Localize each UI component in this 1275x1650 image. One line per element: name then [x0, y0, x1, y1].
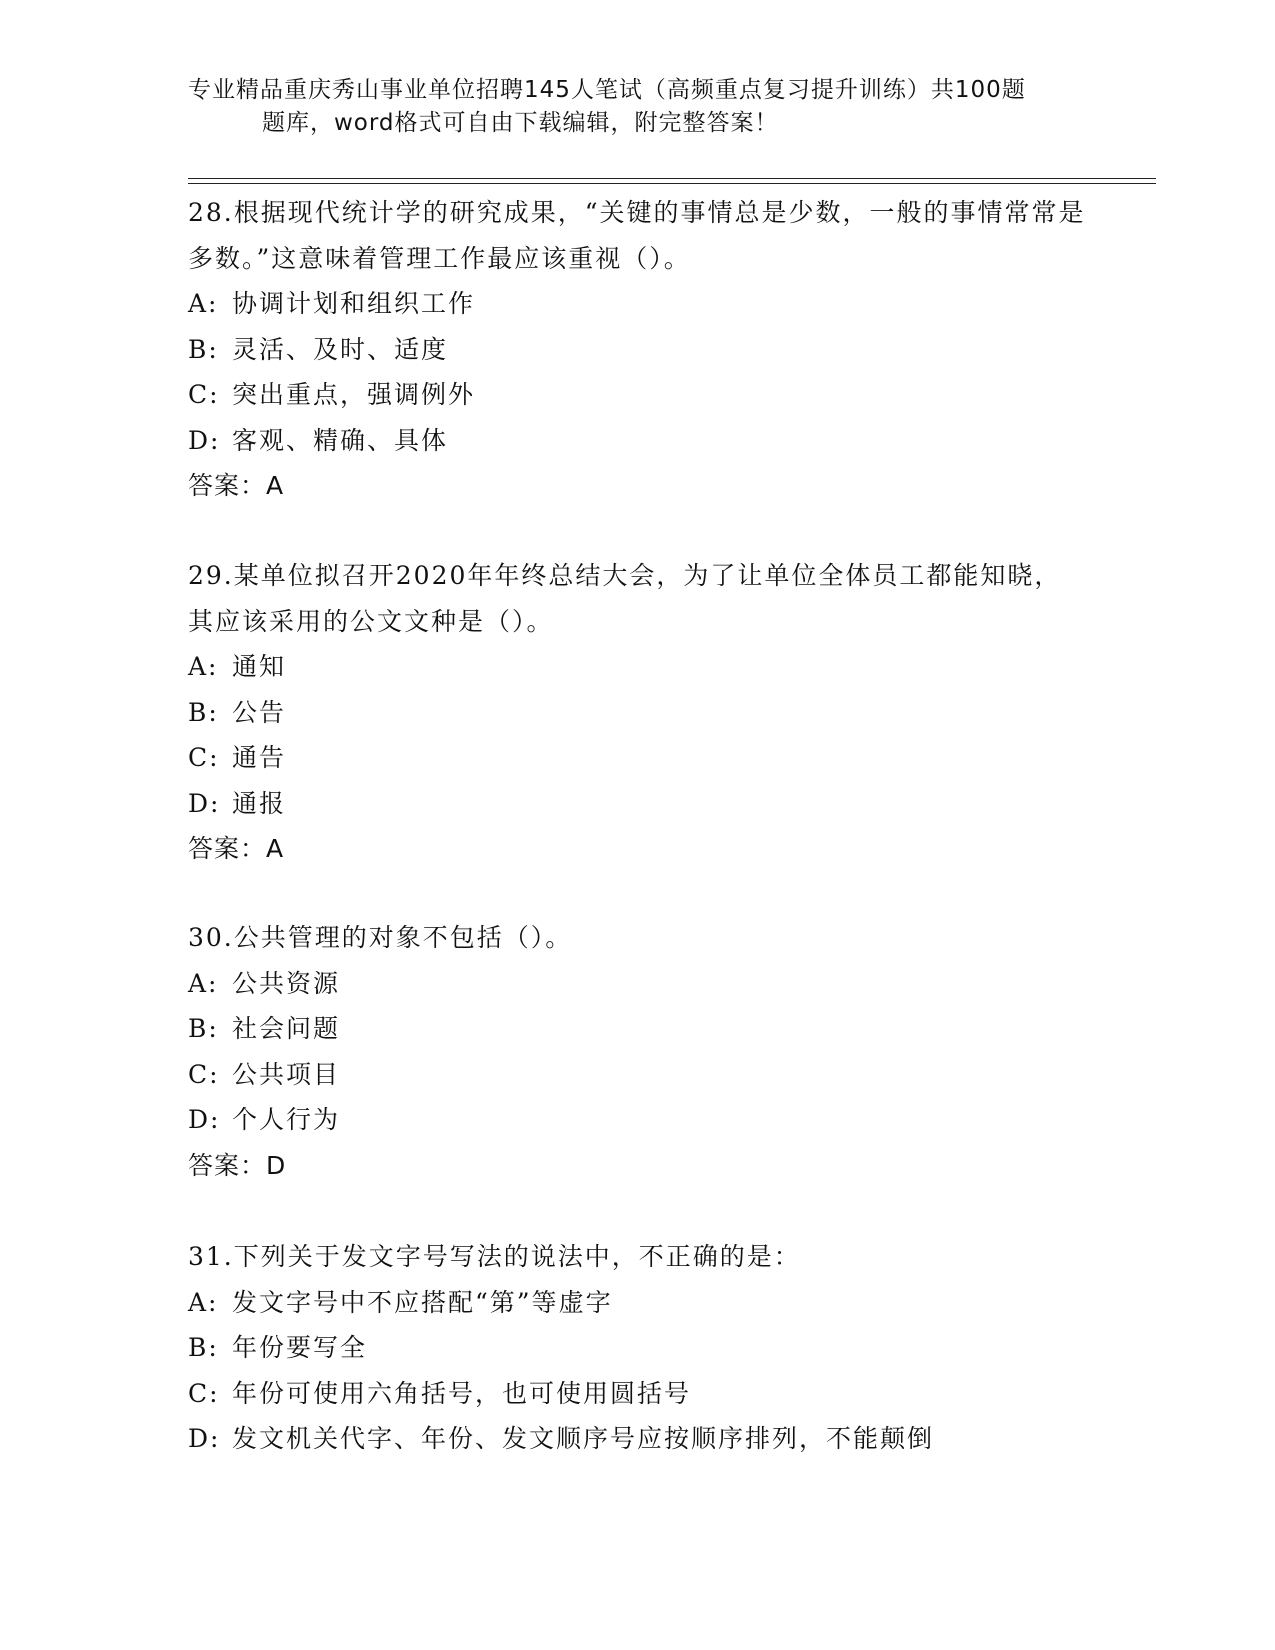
option-letter: D: [188, 1105, 221, 1134]
option-d [188, 781, 1088, 827]
option-text: 协调计划和组织工作 [232, 289, 476, 318]
option-letter: A: [188, 968, 219, 998]
option-text: 年份要写全 [232, 1333, 368, 1362]
answer-label: 答案：A [188, 471, 285, 500]
header-line-2: 题库，word格式可自由下载编辑，附完整答案！ [262, 110, 779, 136]
option-text: 灵活、及时、适度 [232, 334, 449, 364]
option-text: 通告 [232, 743, 287, 772]
option-letter: C: [188, 1059, 220, 1089]
option-letter: C: [188, 1378, 220, 1408]
option-a [188, 281, 1088, 327]
option-letter: B: [188, 697, 219, 727]
option-letter: A: [188, 652, 219, 681]
option-text: 通知 [232, 652, 287, 681]
answer-label: 答案：D [188, 1150, 287, 1180]
answer-label: 答案：A [188, 834, 285, 863]
option-letter: B: [188, 334, 219, 364]
option-letter: D: [188, 1424, 221, 1453]
option-text: 公共项目 [232, 1059, 341, 1089]
option-c [188, 1371, 1088, 1417]
option-a [188, 961, 1088, 1007]
option-d [188, 1097, 1088, 1143]
option-text: 发文字号中不应搭配“第”等虚字 [232, 1287, 613, 1317]
option-b [188, 327, 1088, 373]
question-stem: 29.某单位拟召开2020年年终总结大会，为了让单位全体员工都能知晓，其应该采用的公文文种是（）。 [188, 561, 1062, 636]
option-b [188, 1325, 1088, 1371]
header-line-1: 专业精品重庆秀山事业单位招聘145人笔试（高频重点复习提升训练）共100题 [188, 77, 1026, 103]
option-text: 发文机关代字、年份、发文顺序号应按顺序排列，不能颠倒 [232, 1424, 935, 1453]
option-d [188, 1416, 1088, 1462]
option-text: 个人行为 [232, 1105, 341, 1134]
option-text: 通报 [232, 788, 287, 818]
option-letter: A: [188, 289, 219, 318]
question-31 [188, 1234, 1088, 1462]
option-a [188, 644, 1088, 690]
option-c [188, 1052, 1088, 1098]
document-header [188, 74, 1068, 140]
question-29 [188, 553, 1088, 872]
option-letter: B: [188, 1014, 219, 1043]
option-text: 社会问题 [232, 1014, 341, 1043]
option-letter: D: [188, 788, 221, 818]
option-letter: B: [188, 1333, 219, 1362]
question-28 [188, 190, 1088, 509]
option-text: 客观、精确、具体 [232, 425, 449, 455]
header-divider-bottom [188, 183, 1156, 184]
option-text: 公共资源 [232, 968, 341, 998]
option-letter: C: [188, 380, 220, 409]
question-stem: 30.公共管理的对象不包括（）。 [188, 923, 573, 952]
question-stem: 28.根据现代统计学的研究成果，“关键的事情总是少数，一般的事情常常是多数。”这意味着管理工作最应该重视（）。 [188, 198, 1086, 273]
option-letter: A: [188, 1287, 219, 1317]
option-b [188, 690, 1088, 736]
option-d [188, 418, 1088, 464]
question-30 [188, 915, 1088, 1188]
option-c [188, 372, 1088, 418]
option-text: 突出重点，强调例外 [232, 380, 476, 409]
option-text: 年份可使用六角括号，也可使用圆括号 [232, 1378, 692, 1408]
question-stem: 31.下列关于发文字号写法的说法中，不正确的是： [188, 1242, 801, 1271]
option-b [188, 1006, 1088, 1052]
header-divider-top [188, 178, 1156, 179]
option-letter: C: [188, 743, 220, 772]
option-letter: D: [188, 425, 221, 455]
option-a [188, 1280, 1088, 1326]
option-text: 公告 [232, 697, 287, 727]
option-c [188, 735, 1088, 781]
